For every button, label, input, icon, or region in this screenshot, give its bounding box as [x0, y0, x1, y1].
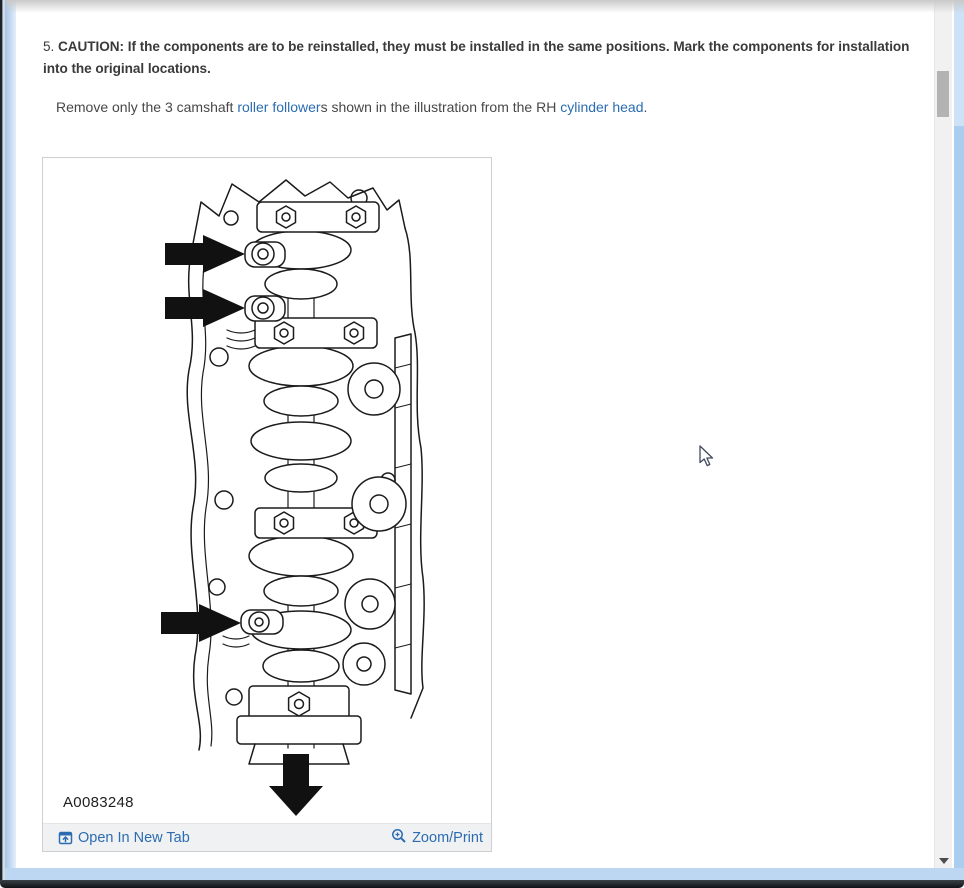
- step-5-caution: [43, 36, 925, 79]
- figure-id-label: A0083248: [63, 794, 134, 811]
- zoom-in-icon: [391, 828, 407, 844]
- zoom-print-link[interactable]: [391, 830, 483, 846]
- instruction-part3: .: [643, 99, 648, 115]
- window-bottom-edge-blue: [5, 868, 964, 880]
- window-left-edge-blue: [5, 0, 16, 868]
- roller-follower-link[interactable]: roller follower: [237, 99, 321, 115]
- vertical-scrollbar[interactable]: [934, 0, 952, 868]
- open-in-new-tab-label: Open In New Tab: [78, 829, 190, 846]
- page-content: [16, 0, 934, 868]
- scrollbar-down-arrow-icon[interactable]: [939, 858, 949, 864]
- window-right-edge-blue-top: [954, 0, 964, 126]
- instruction-part1: Remove only the 3 camshaft: [56, 99, 238, 115]
- instruction-part2: s shown in the illustration from the RH: [320, 99, 561, 115]
- zoom-print-label: Zoom/Print: [412, 829, 483, 846]
- open-in-new-tab-icon: [58, 830, 73, 845]
- step-number: 5.: [43, 39, 55, 54]
- instruction-text: [56, 99, 647, 116]
- window-right-edge-blue: [954, 126, 964, 880]
- cylinder-head-link[interactable]: cylinder head: [560, 99, 644, 115]
- caution-text: CAUTION: If the components are to be reinstalled, they must be installed in the same positions. Mark the components for installation into the original locations.: [43, 39, 910, 76]
- scrollbar-thumb[interactable]: [937, 71, 949, 117]
- open-in-new-tab-link[interactable]: [58, 830, 190, 846]
- cylinder-head-diagram: [43, 158, 493, 825]
- figure-panel: [42, 157, 492, 852]
- follower-arrow-2: [165, 289, 245, 327]
- follower-arrow-3: [161, 604, 241, 642]
- figure-footer: [43, 823, 491, 851]
- follower-arrow-1: [165, 235, 245, 273]
- window-bottom-edge-dark: [0, 880, 964, 888]
